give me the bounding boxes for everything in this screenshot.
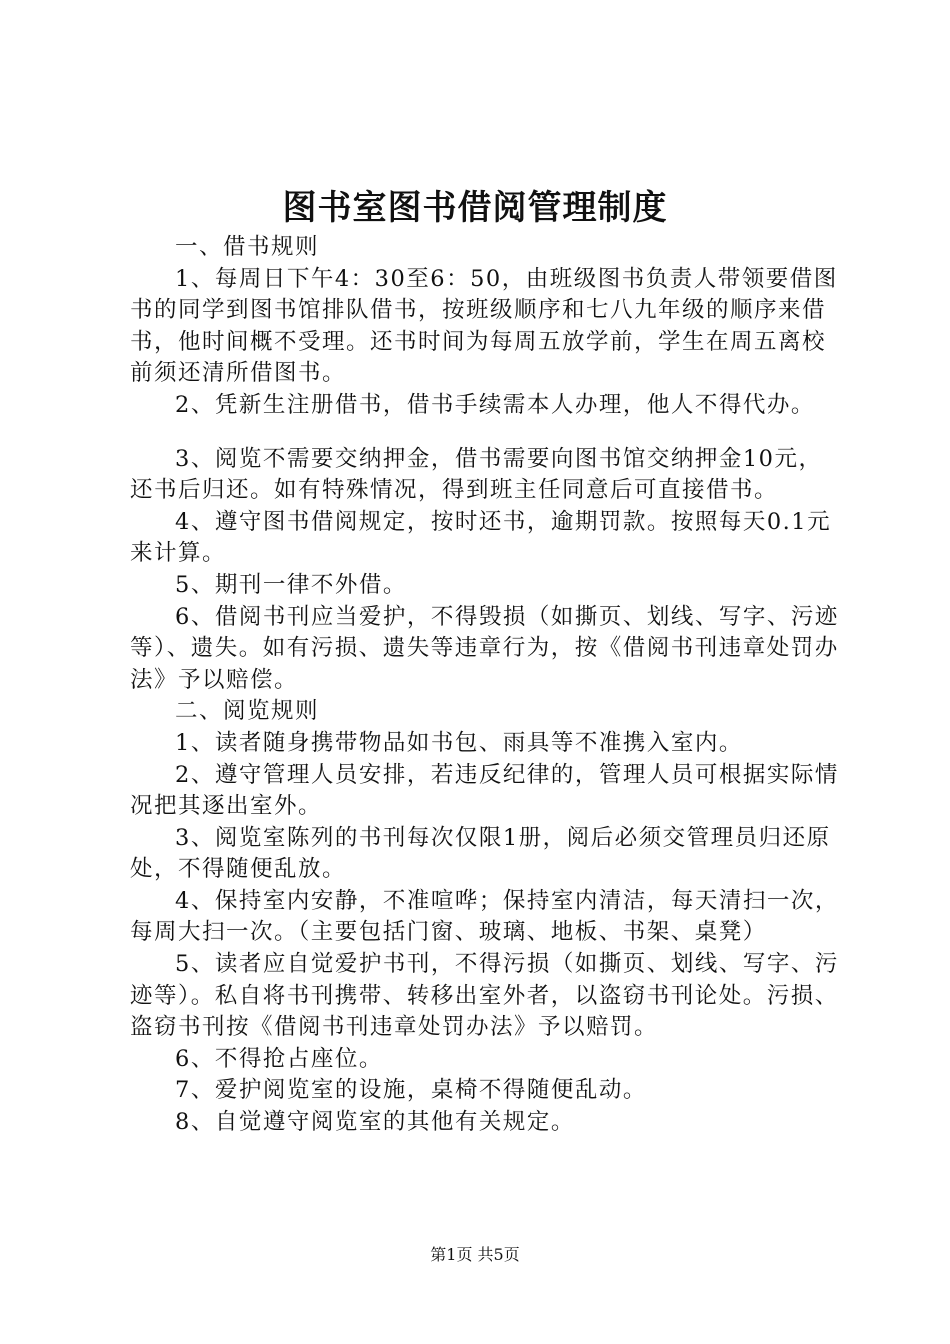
borrowing-rule-4: 4、遵守图书借阅规定，按时还书，逾期罚款。按照每天0.1元来计算。	[130, 508, 832, 567]
document-body	[130, 232, 842, 1139]
reading-rule-2: 2、遵守管理人员安排，若违反纪律的，管理人员可根据实际情况把其逐出室外。	[130, 761, 839, 820]
borrowing-rule-5: 5、期刊一律不外借。	[175, 571, 407, 598]
reading-rule-3: 3、阅览室陈列的书刊每次仅限1册，阅后必须交管理员归还原处，不得随便乱放。	[130, 824, 831, 883]
page-footer: 第1页 共5页	[430, 1245, 520, 1264]
reading-rule-5: 5、读者应自觉爱护书刊，不得污损（如撕页、划线、写字、污迹等）。私自将书刊携带、转移出室外者，以盗窃书刊论处。污损、盗窃书刊按《借阅书刊违章处罚办法》予以赔罚。	[130, 951, 839, 1041]
reading-rule-6: 6、不得抢占座位。	[175, 1045, 383, 1072]
reading-rule-8: 8、自觉遵守阅览室的其他有关规定。	[175, 1109, 575, 1136]
reading-rule-1: 1、读者随身携带物品如书包、雨具等不准携入室内。	[175, 729, 743, 756]
borrowing-rule-1: 1、每周日下午4：30至6：50，由班级图书负责人带领要借图书的同学到图书馆排队借书，按班级顺序和七八九年级的顺序来借书，他时间概不受理。还书时间为每周五放学前，学生在周五离校前须还清所借图书。	[130, 265, 838, 387]
borrowing-rule-2: 2、凭新生注册借书，借书手续需本人办理，他人不得代办。	[175, 391, 815, 418]
section-heading-reading: 二、阅览规则	[175, 698, 320, 725]
reading-rule-7: 7、爱护阅览室的设施，桌椅不得随便乱动。	[175, 1077, 647, 1104]
reading-rule-4: 4、保持室内安静，不准喧哗；保持室内清洁，每天清扫一次，每周大扫一次。（主要包括门窗、玻璃、地板、书架、桌凳）	[130, 887, 839, 946]
section-heading-borrowing: 一、借书规则	[175, 234, 320, 260]
document-title: 图书室图书借阅管理制度	[282, 188, 668, 228]
borrowing-rule-3: 3、阅览不需要交纳押金，借书需要向图书馆交纳押金10元，还书后归还。如有特殊情况，得到班主任同意后可直接借书。	[130, 445, 823, 504]
borrowing-rule-6: 6、借阅书刊应当爱护，不得毁损（如撕页、划线、写字、污迹等）、遗失。如有污损、遗失等违章行为，按《借阅书刊违章处罚办法》予以赔偿。	[130, 603, 839, 693]
